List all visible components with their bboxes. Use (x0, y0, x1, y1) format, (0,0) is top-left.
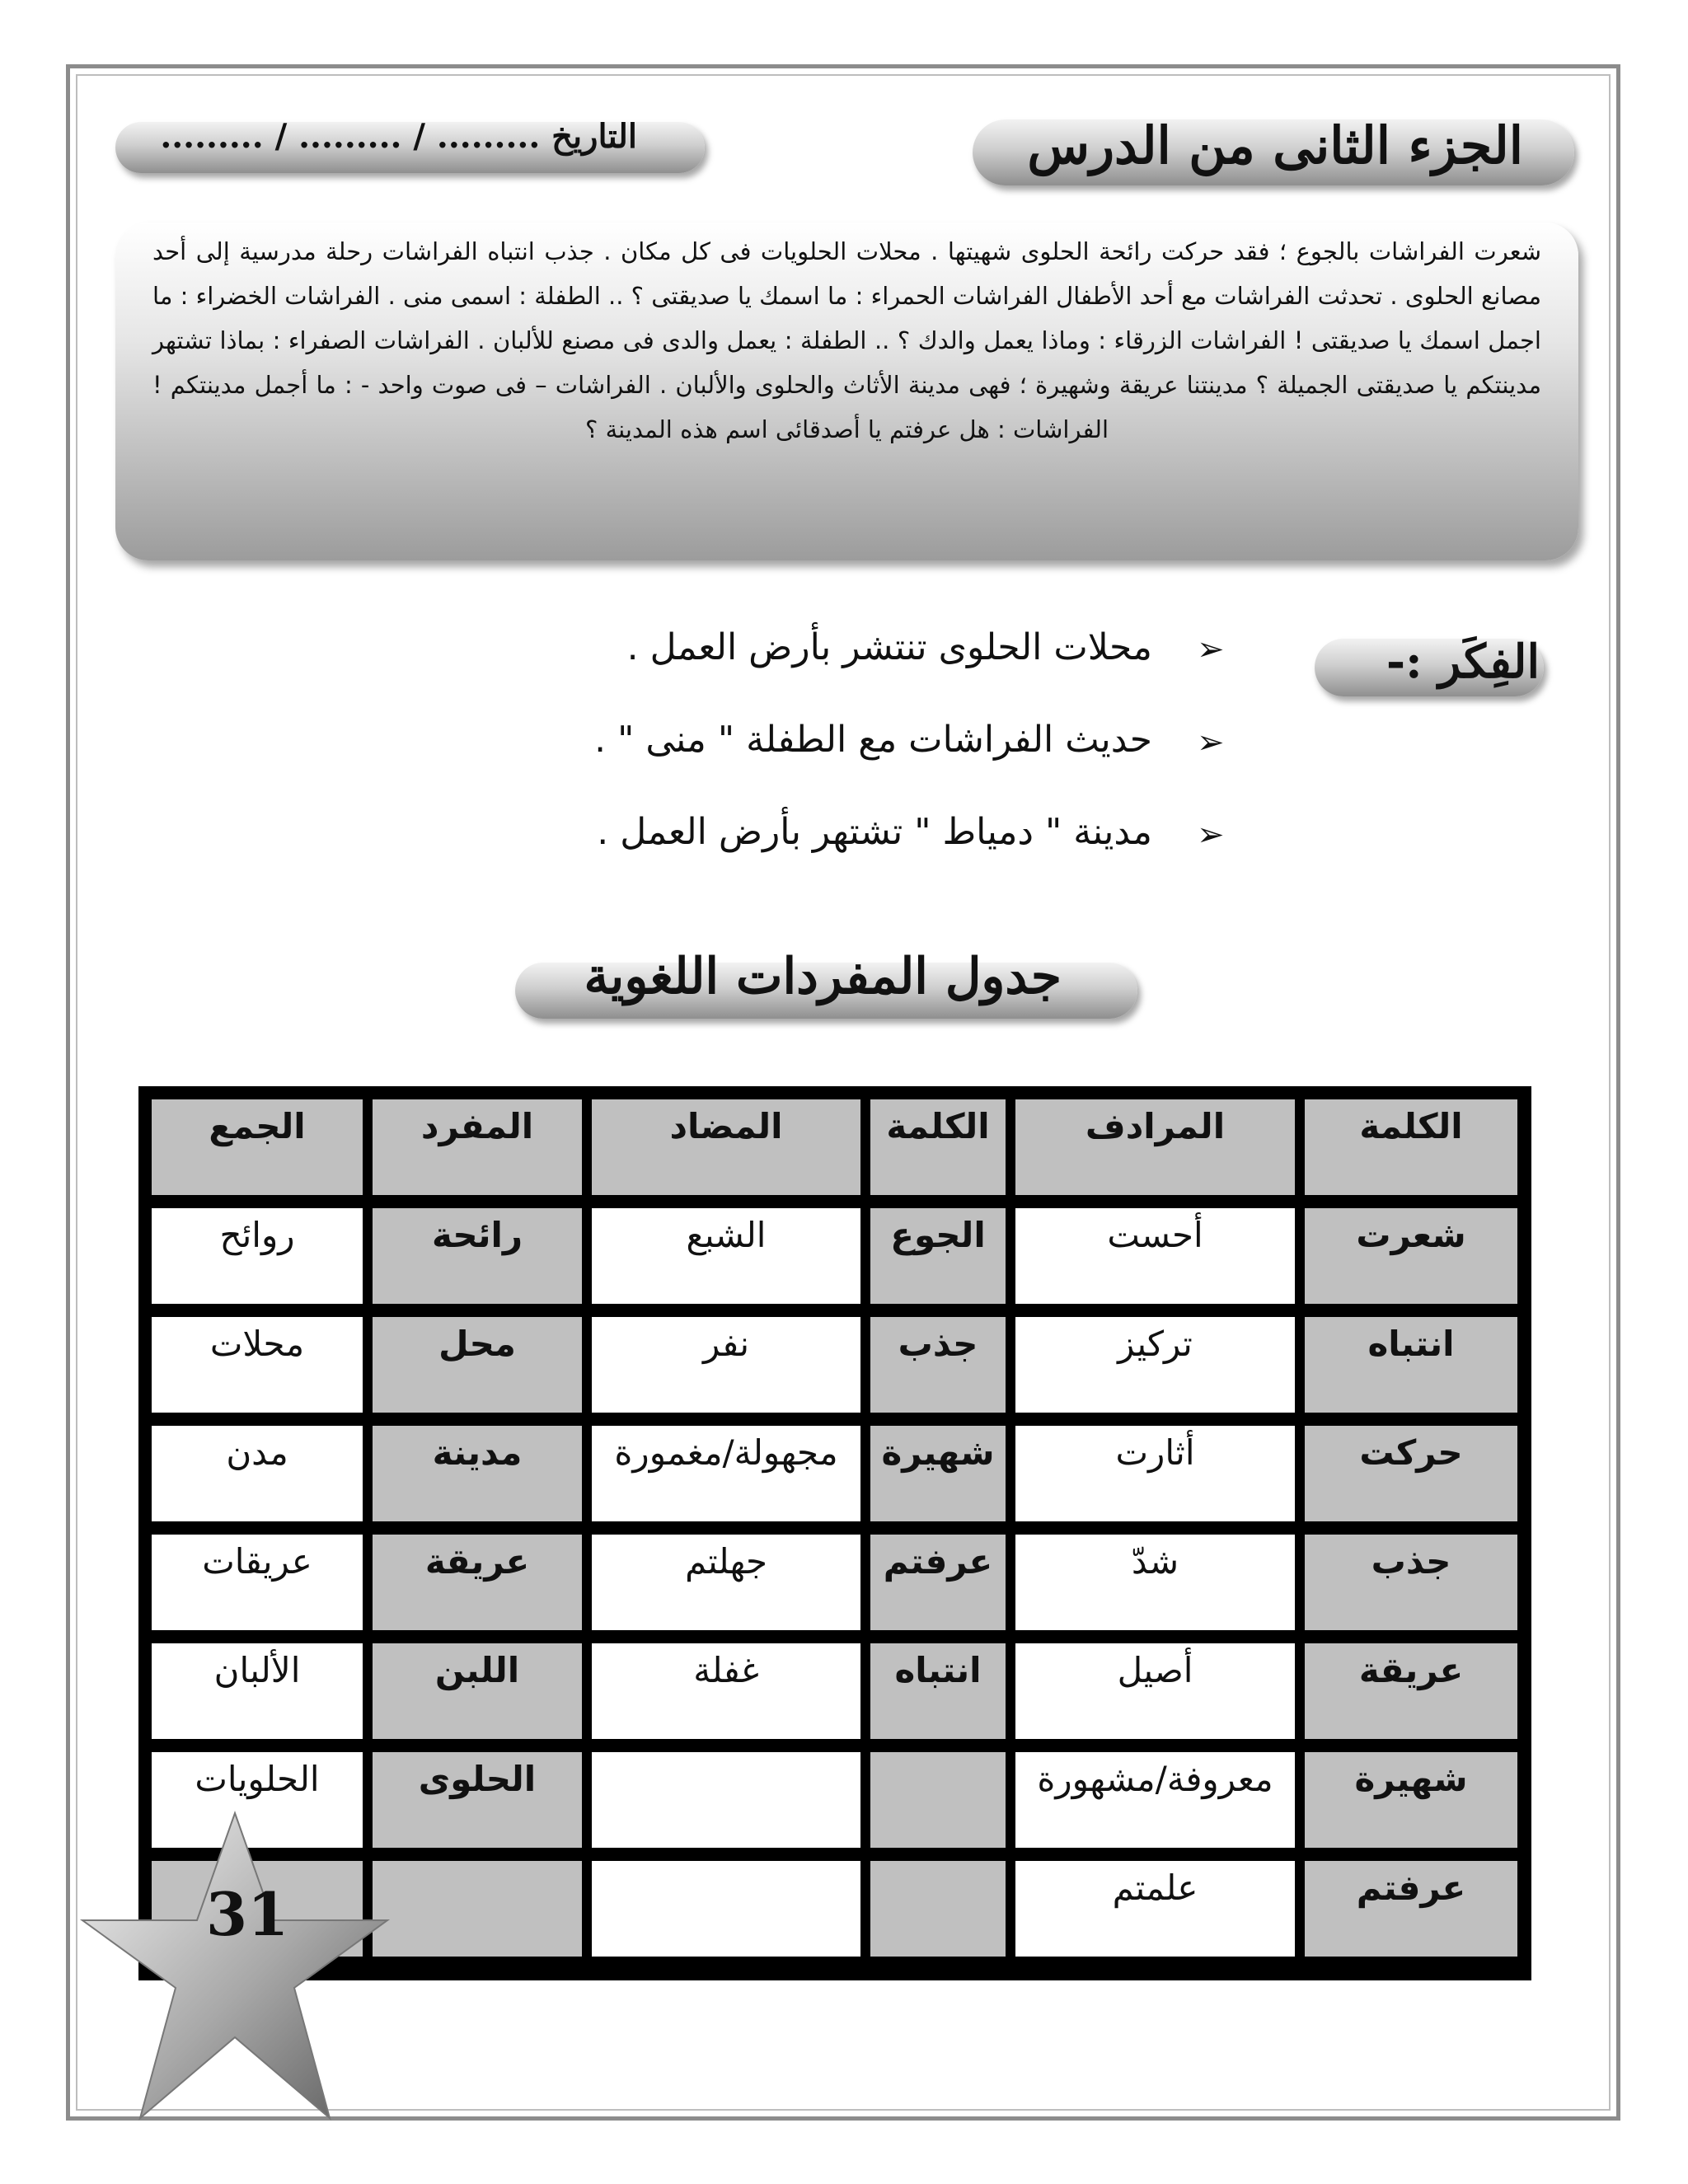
arrow-bullet-icon: ➢ (1197, 816, 1225, 854)
table-cell-word: جذب (1303, 1533, 1519, 1632)
table-cell-antonym: نفر (590, 1315, 862, 1414)
table-cell-antonym: جهلتم (590, 1533, 862, 1632)
table-cell-plural: الحلويات (150, 1750, 364, 1849)
table-cell-synonym: علمتم (1014, 1859, 1296, 1958)
table-cell-synonym: أحست (1014, 1207, 1296, 1305)
table-header-plural: الجمع (150, 1098, 364, 1197)
table-cell-word2: عرفتم (869, 1533, 1007, 1632)
table-cell-word2: الجوع (869, 1207, 1007, 1305)
arrow-bullet-icon: ➢ (1197, 630, 1225, 668)
table-cell-word2: جذب (869, 1315, 1007, 1414)
table-cell-plural: محلات (150, 1315, 364, 1414)
table-cell-word2 (869, 1859, 1007, 1958)
ideas-label: الفِكَر :- (1386, 635, 1540, 689)
table-cell-plural: عريقات (150, 1533, 364, 1632)
star-icon (78, 1797, 392, 2126)
table-cell-singular: اللبن (371, 1642, 584, 1741)
table-cell-word: شهيرة (1303, 1750, 1519, 1849)
story-text: شعرت الفراشات بالجوع ؛ فقد حركت رائحة الحلوى شهيتها . محلات الحلويات فى كل مكان . جذب انتباه الفراشات رحلة مدرسية إلى أحد مصانع الحلوى . تحدثت الفراشات مع أحد الأطفال الفراشات الحمراء : ما اسمك يا صديقتى ؟ .. الطفلة : اسمى منى . الفراشات الخضراء : ما اجمل اسمك يا صديقتى ! الفراشات الزرقاء : وماذا يعمل والدك ؟ .. الطفلة : يعمل والدى فى مصنع للألبان . الفراشات الصفراء : بماذا تشتهر مدينتكم يا صديقتى الجميلة ؟ مدينتنا عريقة وشهيرة ؛ فهى مدينة الأثاث والحلوى والألبان . الفراشات – فى صوت واحد - : ما أجمل مدينتكم ! الفراشات : هل عرفتم يا أصدقائى اسم هذه المدينة ؟ (152, 237, 1541, 443)
arrow-bullet-icon: ➢ (1197, 724, 1225, 762)
idea-item: حديث الفراشات مع الطفلة " منى " . (594, 719, 1152, 761)
table-cell-synonym: تركيز (1014, 1315, 1296, 1414)
table-cell-antonym (590, 1750, 862, 1849)
table-header-antonym: المضاد (590, 1098, 862, 1197)
table-header-synonym: المرادف (1014, 1098, 1296, 1197)
idea-item: محلات الحلوى تنتشر بأرض العمل . (626, 626, 1152, 668)
table-cell-plural: روائح (150, 1207, 364, 1305)
table-cell-word2 (869, 1750, 1007, 1849)
table-cell-synonym: معروفة/مشهورة (1014, 1750, 1296, 1849)
table-cell-singular: مدينة (371, 1424, 584, 1523)
table-header-word2: الكلمة (869, 1098, 1007, 1197)
date-label: التاريخ ......... / ......... / ......... (160, 117, 637, 156)
table-cell-antonym: الشبع (590, 1207, 862, 1305)
table-cell-plural: الألبان (150, 1642, 364, 1741)
table-cell-word2: شهيرة (869, 1424, 1007, 1523)
table-cell-singular (371, 1859, 584, 1958)
table-cell-synonym: أثارت (1014, 1424, 1296, 1523)
table-cell-word: حركت (1303, 1424, 1519, 1523)
table-cell-singular: الحلوى (371, 1750, 584, 1849)
table-cell-word: انتباه (1303, 1315, 1519, 1414)
table-header-word: الكلمة (1303, 1098, 1519, 1197)
table-cell-synonym: شدّ (1014, 1533, 1296, 1632)
table-header-singular: المفرد (371, 1098, 584, 1197)
table-cell-synonym: أصيل (1014, 1642, 1296, 1741)
table-cell-plural: مدن (150, 1424, 364, 1523)
table-cell-word: عريقة (1303, 1642, 1519, 1741)
table-cell-singular: محل (371, 1315, 584, 1414)
table-cell-word: شعرت (1303, 1207, 1519, 1305)
table-cell-singular: رائحة (371, 1207, 584, 1305)
page-title: الجزء الثانى من الدرس (1027, 115, 1523, 176)
table-cell-singular: عريقة (371, 1533, 584, 1632)
idea-item: مدينة " دمياط " تشتهر بأرض العمل . (597, 811, 1152, 853)
table-cell-word2: انتباه (869, 1642, 1007, 1741)
table-cell-antonym: مجهولة/مغمورة (590, 1424, 862, 1523)
table-cell-word: عرفتم (1303, 1859, 1519, 1958)
vocab-title: جدول المفردات اللغوية (584, 948, 1062, 1005)
table-cell-antonym (590, 1859, 862, 1958)
page-number: 31 (206, 1879, 289, 1949)
table-cell-antonym: غفلة (590, 1642, 862, 1741)
